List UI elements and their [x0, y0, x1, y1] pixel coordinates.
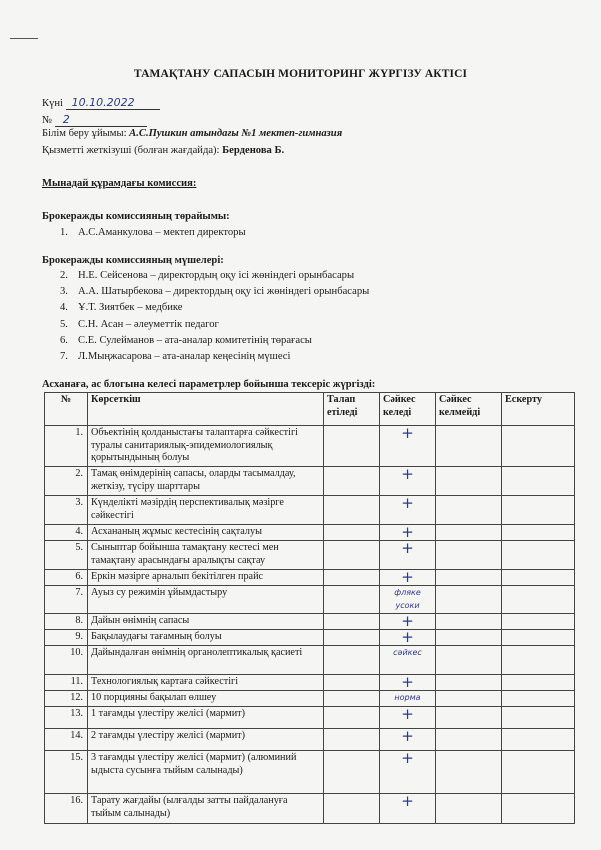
compliance-mark: +: [380, 729, 436, 751]
table-row: 13. 1 тағамды үлестіру желісі (мармит) +: [45, 707, 575, 729]
table-row: 15. 3 тағамды үлестіру желісі (мармит) (алюминий ыдыста сусынға тыйым салынады) +: [45, 751, 575, 794]
table-row: 10. Дайындалған өнімнің органолептикалық қасиеті сәйкес: [45, 646, 575, 675]
supplier-value: Берденова Б.: [222, 145, 285, 156]
compliance-mark: +: [380, 496, 436, 525]
list-item: 4. Ұ.Т. Зиятбек – медбике: [60, 302, 183, 314]
header-note: Ескерту: [502, 393, 575, 426]
date-line: [42, 96, 160, 110]
list-item: 2. Н.Е. Сейсенова – директордың оқу ісі жөніндегі орынбасары: [60, 270, 355, 281]
compliance-mark: +: [380, 707, 436, 729]
compliance-mark: сәйкес: [380, 646, 436, 675]
chair-heading: Брокеражды комиссияның төрайымы:: [42, 211, 230, 222]
compliance-mark: +: [380, 630, 436, 646]
table-row: 11. Технологиялық картаға сәйкестігі +: [45, 675, 575, 691]
list-item: 6. С.Е. Сулейманов – ата-аналар комитетінің төрағасы: [60, 334, 312, 346]
number-line: [42, 113, 147, 127]
school-value: А.С.Пушкин атындағы №1 мектеп-гимназия: [129, 128, 343, 139]
compliance-mark: фляке усоки: [380, 586, 436, 614]
document-title: ТАМАҚТАНУ САПАСЫН МОНИТОРИНГ ЖҮРГІЗУ АКТІСІ: [133, 68, 468, 80]
supplier-label: Қызметті жеткізуші (болған жағдайда):: [42, 145, 220, 156]
table-row: 7. Ауыз су режимін ұйымдастыру фляке усоки: [45, 586, 575, 614]
table-row: 12. 10 порцияны бақылап өлшеу норма: [45, 691, 575, 707]
chair-list: [60, 227, 246, 243]
compliance-mark: +: [380, 570, 436, 586]
list-item: 5. С.Н. Асан – әлеуметтік педагог: [60, 318, 219, 330]
members-list: [60, 270, 369, 367]
inspection-table: [44, 392, 575, 824]
compliance-mark: +: [380, 467, 436, 496]
school-line: [42, 128, 342, 139]
table-row: 16. Тарату жағдайы (ылғалды затты пайдалануға тыйым салынады) +: [45, 794, 575, 824]
date-value: 10.10.2022: [66, 96, 160, 110]
table-row: 14. 2 тағамды үлестіру желісі (мармит) +: [45, 729, 575, 751]
compliance-mark: +: [380, 751, 436, 794]
header-indicator: Көрсеткіш: [88, 393, 324, 426]
school-label: Білім беру ұйымы:: [42, 128, 127, 139]
table-row: 5. Сыныптар бойынша тамақтану кестесі мен тамақтану арасындағы аралықты сақтау +: [45, 541, 575, 570]
compliance-mark: +: [380, 794, 436, 824]
date-label: Күні: [42, 98, 63, 109]
header-compliant: Сәйкес келеді: [380, 393, 436, 426]
compliance-mark: норма: [380, 691, 436, 707]
table-row: 8. Дайын өнімнің сапасы +: [45, 614, 575, 630]
number-value: 2: [55, 113, 147, 127]
table-row: 6. Еркін мәзірге арналып бекітілген прайс +: [45, 570, 575, 586]
list-item: 7. Л.Мыңжасарова – ата-аналар кеңесінің мүшесі: [60, 350, 291, 362]
table-row: 9. Бақылаудағы тағамның болуы +: [45, 630, 575, 646]
table-row: 3. Күнделікті мәзірдің перспективалық мәзірге сәйкестігі +: [45, 496, 575, 525]
table-row: 2. Тамақ өнімдерінің сапасы, оларды тасымалдау, жеткізу, түсіру шарттары +: [45, 467, 575, 496]
commission-heading: Мынадай құрамдағы комиссия:: [42, 178, 197, 189]
header-required: Талап етіледі: [324, 393, 380, 426]
supplier-line: [42, 145, 284, 156]
header-num: №: [45, 393, 88, 426]
table-header-row: [45, 393, 575, 426]
members-heading: Брокеражды комиссияның мүшелері:: [42, 255, 224, 266]
corner-mark: [10, 38, 38, 39]
compliance-mark: +: [380, 525, 436, 541]
table-row: 1. Объектінің қолданыстағы талаптарға сәйкестігі туралы санитариялық-эпидемиологиялық қорытындының болуы +: [45, 426, 575, 467]
compliance-mark: +: [380, 614, 436, 630]
compliance-mark: +: [380, 675, 436, 691]
inspection-heading: Асханаға, ас блогына келесі параметрлер бойынша тексеріс жүргізді:: [42, 379, 376, 390]
compliance-mark: +: [380, 541, 436, 570]
header-noncompliant: Сәйкес келмейді: [436, 393, 502, 426]
number-label: №: [42, 115, 53, 126]
list-item: 3. А.А. Шатырбекова – директордың оқу ісі жөніндегі орынбасары: [60, 286, 370, 298]
table-row: 4. Асхананың жұмыс кестесінің сақталуы +: [45, 525, 575, 541]
compliance-mark: +: [380, 426, 436, 467]
list-item: 1. А.С.Аманкулова – мектеп директоры: [60, 227, 246, 238]
